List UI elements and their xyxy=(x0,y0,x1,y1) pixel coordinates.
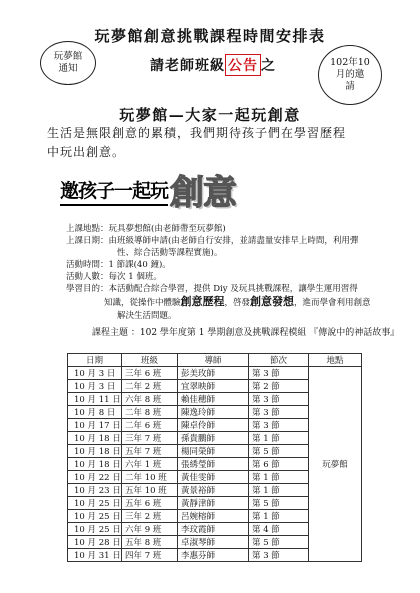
cell-teacher: 呂婉榕師 xyxy=(178,510,249,523)
course-theme: 課程主題 ：102 學年度第 1 學期創意及挑戰課程模組 『傳說中的神話故事』 xyxy=(92,328,400,338)
cell-date: 10 月 3 日 xyxy=(68,380,122,393)
cell-class: 三年 7 班 xyxy=(122,432,178,445)
cell-period: 第 5 節 xyxy=(249,497,309,510)
badge-line: 通知 xyxy=(58,63,78,74)
table-header-row xyxy=(68,354,362,367)
cell-period: 第 3 節 xyxy=(249,406,309,419)
cell-date: 10 月 17 日 xyxy=(68,419,122,432)
cell-period: 第 1 節 xyxy=(249,471,309,484)
cell-teacher: 黃景裕師 xyxy=(178,484,249,497)
cell-class: 五年 6 班 xyxy=(122,497,178,510)
cell-class: 二年 8 班 xyxy=(122,406,178,419)
cell-period: 第 5 節 xyxy=(249,536,309,549)
cell-teacher: 宜翠映師 xyxy=(178,380,249,393)
cell-teacher: 陳卓伶師 xyxy=(178,419,249,432)
cell-teacher: 卓淑琴師 xyxy=(178,536,249,549)
col-header-period: 節次 xyxy=(249,354,309,367)
cell-teacher: 陳逸玲師 xyxy=(178,406,249,419)
cell-class: 六年 1 班 xyxy=(122,458,178,471)
cell-date: 10 月 28 日 xyxy=(68,536,122,549)
col-header-location: 地點 xyxy=(309,354,362,367)
cell-class: 三年 6 班 xyxy=(122,367,178,380)
schedule-table xyxy=(67,353,362,562)
cell-date: 10 月 8 日 xyxy=(68,406,122,419)
cell-class: 三年 2 班 xyxy=(122,510,178,523)
cell-class: 二年 10 班 xyxy=(122,471,178,484)
cell-class: 四年 7 班 xyxy=(122,549,178,562)
cell-period: 第 4 節 xyxy=(249,523,309,536)
notice-badge xyxy=(40,41,96,85)
cell-date: 10 月 11 日 xyxy=(68,393,122,406)
goal-text: ，啓發 xyxy=(224,298,251,308)
notice-highlight: 公告 xyxy=(225,54,261,76)
cell-date: 10 月 25 日 xyxy=(68,510,122,523)
info-goal-line1: 學習目的：本活動配合綜合學習，提供 Diy 及玩具挑戰課程，讓學生運用習得 xyxy=(66,284,358,294)
badge-line: 102年10 xyxy=(330,57,370,68)
badge-line: 玩夢館 xyxy=(53,51,83,62)
page-title: 玩夢館創意挑戰課程時間安排表 xyxy=(94,27,326,45)
cell-teacher: 張綉瑩師 xyxy=(178,458,249,471)
cell-period: 第 5 節 xyxy=(249,445,309,458)
cell-class: 五年 10 班 xyxy=(122,484,178,497)
intro-line: 生活是無限創意的累積，我們期待孩子們在學習歷程 xyxy=(47,126,347,140)
cell-period: 第 3 節 xyxy=(249,549,309,562)
cell-period: 第 3 節 xyxy=(249,367,309,380)
col-header-teacher: 導師 xyxy=(178,354,249,367)
cell-date: 10 月 25 日 xyxy=(68,497,122,510)
info-goal-line3: 解決生活問題。 xyxy=(117,311,177,321)
badge-line: 月的邀 xyxy=(335,69,365,80)
cell-date: 10 月 18 日 xyxy=(68,445,122,458)
slogan: 玩夢館—大家一起玩創意 xyxy=(119,106,301,124)
info-duration: 活動時間：1 節課(40 鐘)。 xyxy=(66,260,171,270)
cell-period: 第 1 節 xyxy=(249,510,309,523)
cell-class: 五年 8 班 xyxy=(122,536,178,549)
cell-class: 五年 7 班 xyxy=(122,445,178,458)
cell-period: 第 6 節 xyxy=(249,458,309,471)
cell-teacher: 黃佳雯師 xyxy=(178,471,249,484)
keyword-creative-process: 創意歷程 xyxy=(180,295,225,308)
invite-big-text: 創意 xyxy=(170,173,237,213)
cell-date: 10 月 18 日 xyxy=(68,432,122,445)
invitation-badge xyxy=(318,45,382,105)
cell-class: 二年 6 班 xyxy=(122,419,178,432)
cell-period: 第 3 節 xyxy=(249,393,309,406)
cell-teacher: 李惠芬師 xyxy=(178,549,249,562)
intro-paragraph xyxy=(47,124,382,162)
cell-date: 10 月 18 日 xyxy=(68,458,122,471)
cell-date: 10 月 31 日 xyxy=(68,549,122,562)
subtitle-suffix: 之 xyxy=(261,58,276,74)
table-row xyxy=(68,367,362,380)
info-people: 活動人數：每次 1 個班。 xyxy=(66,272,162,282)
info-date-line2: 性、綜合活動等課程實施)。 xyxy=(117,248,223,258)
cell-date: 10 月 22 日 xyxy=(68,471,122,484)
subtitle-prefix: 請老師班級 xyxy=(150,58,225,74)
cell-class: 六年 8 班 xyxy=(122,393,178,406)
keyword-creative-idea: 創意發想 xyxy=(250,295,295,308)
cell-class: 二年 2 班 xyxy=(122,380,178,393)
cell-location: 玩夢館 xyxy=(309,367,362,562)
cell-date: 10 月 25 日 xyxy=(68,523,122,536)
page-subtitle xyxy=(150,54,276,76)
cell-date: 10 月 23 日 xyxy=(68,484,122,497)
cell-teacher: 彭美玫師 xyxy=(178,367,249,380)
cell-teacher: 黃靜津師 xyxy=(178,497,249,510)
cell-period: 第 2 節 xyxy=(249,380,309,393)
cell-period: 第 1 節 xyxy=(249,432,309,445)
goal-text: 知識，從操作中體驗 xyxy=(104,298,181,308)
cell-teacher: 楊同榮師 xyxy=(178,445,249,458)
info-date-line1: 上課日期：由班級導師申請(由老師自行安排，並請盡量安排早上時間，利用彈 xyxy=(66,236,359,246)
cell-teacher: 孫貴鵬師 xyxy=(178,432,249,445)
badge-line: 請 xyxy=(345,81,355,92)
cell-teacher: 賴佳穗師 xyxy=(178,393,249,406)
cell-class: 六年 9 班 xyxy=(122,523,178,536)
invite-banner xyxy=(60,168,236,214)
cell-teacher: 李玟霞師 xyxy=(178,523,249,536)
goal-text: ，進而學會利用創意 xyxy=(294,298,371,308)
invite-small-text: 邀孩子一起玩 xyxy=(60,176,168,206)
cell-period: 第 3 節 xyxy=(249,419,309,432)
info-goal-line2 xyxy=(104,296,371,309)
cell-period: 第 1 節 xyxy=(249,484,309,497)
info-location: 上課地點：玩具夢想館(由老師帶至玩夢館) xyxy=(66,224,226,234)
intro-line: 中玩出創意。 xyxy=(47,145,126,159)
col-header-class: 班級 xyxy=(122,354,178,367)
cell-date: 10 月 3 日 xyxy=(68,367,122,380)
col-header-date: 日期 xyxy=(68,354,122,367)
